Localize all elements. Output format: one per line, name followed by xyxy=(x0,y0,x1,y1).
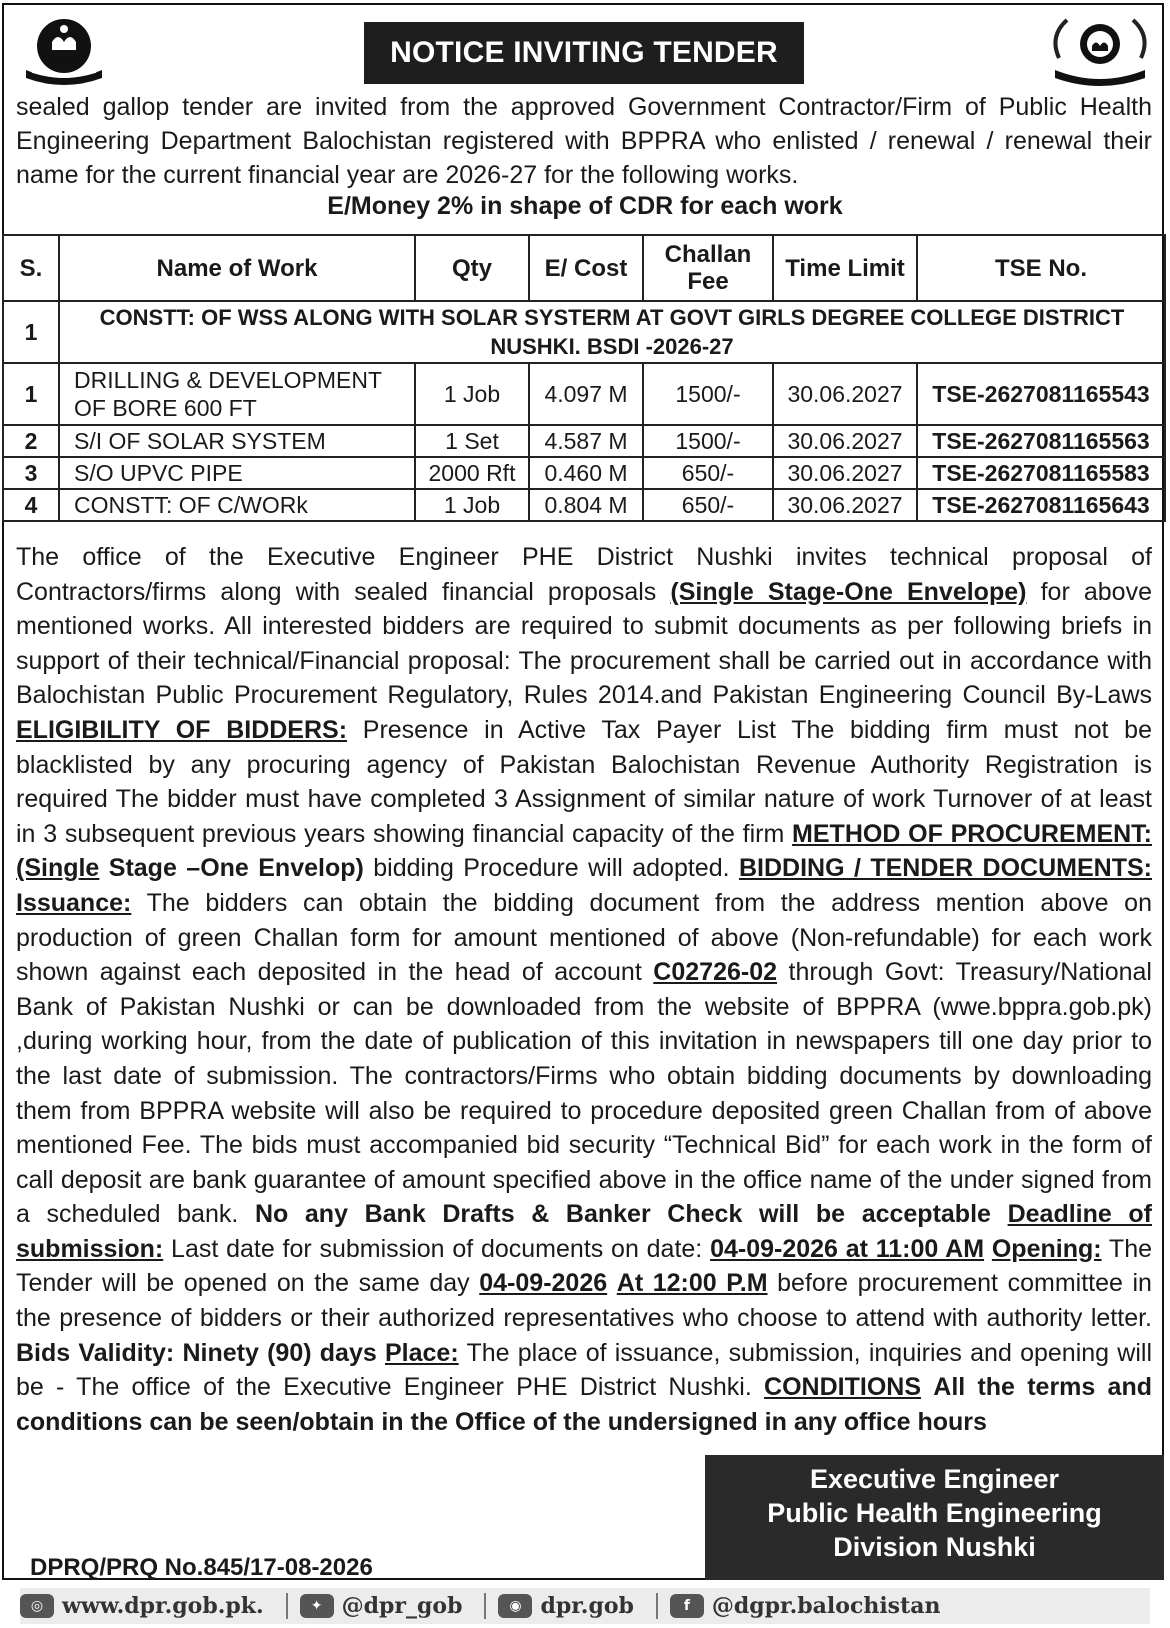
row-tse: TSE-2627081165563 xyxy=(917,425,1165,457)
row-qty: 1 Job xyxy=(415,489,529,521)
bidding-documents-label: BIDDING / TENDER DOCUMENTS: Issuance: xyxy=(16,854,1152,917)
row-qty: 2000 Rft xyxy=(415,457,529,489)
row-work: S/O UPVC PIPE xyxy=(59,457,415,489)
group-title: CONSTT: OF WSS ALONG WITH SOLAR SYSTERM AT GOVT GIRLS DEGREE COLLEGE DISTRICT NUSHKI. BSDI -2026-27 xyxy=(59,301,1165,363)
row-time: 30.06.2027 xyxy=(773,457,917,489)
row-fee: 650/- xyxy=(643,489,773,521)
footer-twitter-text: @dpr_gob xyxy=(341,1593,463,1619)
balochistan-emblem-logo xyxy=(22,14,106,90)
row-time: 30.06.2027 xyxy=(773,489,917,521)
opening-label: Opening: xyxy=(991,1234,1102,1263)
row-qty: 1 Set xyxy=(415,425,529,457)
conditions-text: All the terms and conditions can be seen/obtain in the Office of the undersigned in any office hours xyxy=(16,1373,1153,1436)
header-time-limit: Time Limit xyxy=(773,235,917,301)
body-text-8: The Tender will be opened on the same day xyxy=(16,1234,1153,1298)
emoney-line: E/Money 2% in shape of CDR for each work xyxy=(327,192,843,220)
footer-facebook-text: @dgpr.balochistan xyxy=(711,1593,941,1619)
eligibility-label: ELIGIBILITY OF BIDDERS: xyxy=(16,715,348,744)
works-table xyxy=(2,234,1166,522)
single-stage-label: (Single Stage-One Envelope) xyxy=(670,577,1027,606)
footer-website[interactable] xyxy=(20,1593,264,1619)
footer-divider xyxy=(656,1593,658,1619)
footer-website-text: www.dpr.gob.pk. xyxy=(62,1593,264,1619)
place-label: Place: xyxy=(384,1338,459,1367)
body-text-7: Last date for submission of documents on date: xyxy=(171,1234,703,1263)
row-sn: 2 xyxy=(3,425,59,457)
intro-paragraph xyxy=(16,90,1152,192)
row-work: DRILLING & DEVELOPMENT OF BORE 600 FT xyxy=(59,363,415,425)
body-text-4: bidding Procedure will adopted. xyxy=(373,854,730,883)
footer-divider xyxy=(484,1593,486,1619)
table-header-row xyxy=(3,235,1165,301)
row-work: CONSTT: OF C/WORk xyxy=(59,489,415,521)
row-sn: 4 xyxy=(3,489,59,521)
row-cost: 0.460 M xyxy=(529,457,643,489)
dprq-number: DPRQ/PRQ No.845/17-08-2026 xyxy=(30,1554,373,1581)
signature-block xyxy=(705,1455,1164,1580)
row-cost: 4.587 M xyxy=(529,425,643,457)
bids-validity: Bids Validity: Ninety (90) days xyxy=(16,1338,377,1367)
footer-divider xyxy=(286,1593,288,1619)
conditions-label: CONDITIONS xyxy=(764,1373,921,1402)
intro-text: sealed gallop tender are invited from the approved Government Contractor/Firm of Public Health Engineering Department Balochistan registered with BPPRA who enlisted / renewal / renewal their name for the current financial year are 2026-27 for the following works. xyxy=(16,93,1152,189)
footer-facebook[interactable] xyxy=(670,1593,941,1619)
body-text-3: Presence in Active Tax Payer List The bidding firm must not be blacklisted by any procuring agency of Pakistan Balochistan Revenue Authority Registration is required The bidder must have completed 3 Assignment of similar nature of work Turnover of at least in 3 subsequent previous years showing financial capacity of the firm xyxy=(16,715,1152,848)
dgpr-emblem-logo xyxy=(1045,14,1155,88)
signature-line-2: Public Health Engineering xyxy=(767,1498,1102,1528)
table-row xyxy=(3,457,1165,489)
row-qty: 1 Job xyxy=(415,363,529,425)
row-fee: 1500/- xyxy=(643,425,773,457)
method-label-rest: Stage –One Envelop) xyxy=(108,854,364,883)
header-tse-no: TSE No. xyxy=(917,235,1165,301)
globe-icon: ◎ xyxy=(20,1594,54,1618)
header-sn: S. xyxy=(3,235,59,301)
table-row xyxy=(3,425,1165,457)
row-tse: TSE-2627081165643 xyxy=(917,489,1165,521)
group-sn: 1 xyxy=(3,301,59,363)
header-challan-fee: Challan Fee xyxy=(643,235,773,301)
facebook-icon: f xyxy=(670,1594,704,1618)
body-text-9: before procurement committee in the presence of bidders or their authorized representatives who choose to attend with authority letter. xyxy=(16,1269,1152,1333)
method-label: METHOD OF PROCUREMENT: (Single xyxy=(16,819,1152,883)
group-row xyxy=(3,301,1165,363)
body-text-1: The office of the Executive Engineer PHE District Nushki invites technical proposal of Contractors/firms along with sealed financial proposals xyxy=(16,543,1152,606)
footer-twitter[interactable] xyxy=(300,1593,463,1619)
no-drafts-notice: No any Bank Drafts & Banker Check will be acceptable xyxy=(254,1200,991,1229)
table-row xyxy=(3,363,1165,425)
row-sn: 1 xyxy=(3,363,59,425)
instagram-icon: ◉ xyxy=(498,1594,532,1618)
notice-title: NOTICE INVITING TENDER xyxy=(364,22,804,84)
row-fee: 1500/- xyxy=(643,363,773,425)
body-text-2: for above mentioned works. All interested bidders are required to submit documents as per following briefs in support of their technical/Financial proposal: The procurement shall be carried out in accordance with Balochistan Public Procurement Regulatory, Rules 2014.and Pakistan Engineering Council By-Laws xyxy=(16,577,1152,710)
row-cost: 4.097 M xyxy=(529,363,643,425)
header-qty: Qty xyxy=(415,235,529,301)
footer-bar xyxy=(20,1588,1150,1624)
row-tse: TSE-2627081165583 xyxy=(917,457,1165,489)
row-sn: 3 xyxy=(3,457,59,489)
deadline-value: 04-09-2026 at 11:00 AM xyxy=(710,1234,985,1263)
signature-line-1: Executive Engineer xyxy=(809,1464,1060,1494)
row-tse: TSE-2627081165543 xyxy=(917,363,1165,425)
row-time: 30.06.2027 xyxy=(773,363,917,425)
tender-body xyxy=(16,540,1152,1439)
row-cost: 0.804 M xyxy=(529,489,643,521)
header-name-of-work: Name of Work xyxy=(59,235,415,301)
row-time: 30.06.2027 xyxy=(773,425,917,457)
deadline-label: Deadline of submission: xyxy=(16,1200,1153,1263)
footer-instagram[interactable] xyxy=(498,1593,633,1619)
signature-line-3: Division Nushki xyxy=(833,1532,1036,1562)
body-text-5: The bidders can obtain the bidding document from the address mention above on production of green Challan form for amount mentioned of above (Non-refundable) for each work shown against each deposited in the head of account xyxy=(16,888,1152,987)
table-row xyxy=(3,489,1165,521)
body-text-6: through Govt: Treasury/National Bank of Pakistan Nushki or can be downloaded from the website of BPPRA (wwe.bppra.gob.pk) ,during working hour, from the date of publication of this invitation in newspapers till one day prior to the last date of submission. The contractors/Firms who obtain bidding documents by downloading them from BPPRA website will also be required to procedure deposited green Challan from of above mentioned Fee. The bids must accompanied bid security “Technical Bid” for each work in the form of call deposit are bank guarantee of amount specified above in the office name of the under signed from a scheduled bank. xyxy=(16,958,1152,1229)
row-work: S/I OF SOLAR SYSTEM xyxy=(59,425,415,457)
opening-time: At 12:00 P.M xyxy=(616,1269,768,1298)
twitter-icon: ✦ xyxy=(300,1594,334,1618)
account-number: C02726-02 xyxy=(653,958,778,987)
row-fee: 650/- xyxy=(643,457,773,489)
opening-date: 04-09-2026 xyxy=(479,1269,608,1298)
body-text-10: The place of issuance, submission, inquiries and opening will be - The office of the Executive Engineer PHE District Nushki. xyxy=(16,1338,1152,1402)
header-e-cost: E/ Cost xyxy=(529,235,643,301)
footer-instagram-text: dpr.gob xyxy=(540,1593,634,1619)
